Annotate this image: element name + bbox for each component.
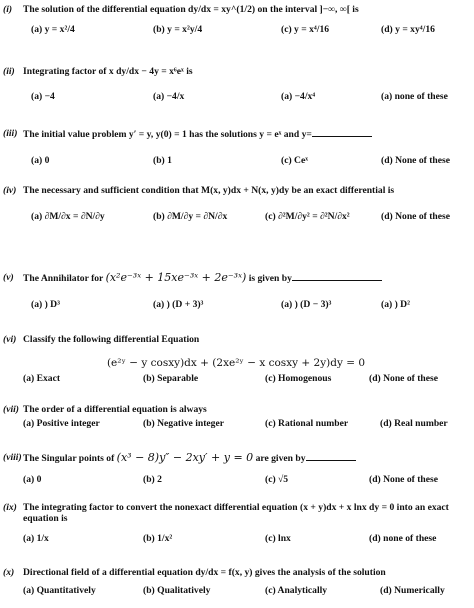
option-b: (a) ) (D + 3)³ bbox=[153, 298, 204, 310]
option-d: (d) None of these bbox=[381, 211, 451, 223]
question-number: (v) bbox=[3, 272, 14, 283]
question-3 bbox=[3, 128, 469, 167]
annihilator-expression: (x²e⁻³ˣ + 15xe⁻³ˣ + 2e⁻³ˣ) bbox=[105, 271, 247, 284]
option-b: (b) Qualitatively bbox=[143, 585, 211, 597]
question-text: The necessary and sufficient condition that M(x, y)dx + N(x, y)dy be an exact differential is bbox=[23, 185, 395, 196]
option-b: (b) 2 bbox=[143, 473, 162, 485]
question-number: (i) bbox=[3, 4, 13, 15]
option-b: (b) Negative integer bbox=[143, 418, 224, 430]
option-c: (c) √5 bbox=[265, 473, 289, 485]
question-4 bbox=[3, 185, 469, 223]
question-number: (viii) bbox=[3, 452, 22, 463]
question-number: (vii) bbox=[3, 404, 19, 415]
option-c: (c) ∂²M/∂y² = ∂²N/∂x² bbox=[265, 211, 350, 223]
option-b: (b) y = x²y/4 bbox=[153, 24, 203, 36]
option-b: (a) −4/x bbox=[153, 91, 185, 103]
option-d: (a) none of these bbox=[381, 91, 448, 103]
option-d: (d) Real number bbox=[380, 418, 448, 430]
option-b: (b) Separable bbox=[143, 373, 199, 385]
option-a: (a) ∂M/∂x = ∂N/∂y bbox=[31, 211, 105, 223]
option-a: (a) ) D³ bbox=[31, 298, 60, 310]
question-5 bbox=[3, 272, 469, 311]
singular-points-equation: (x³ − 8)y″ − 2xy′ + y = 0 bbox=[116, 451, 254, 464]
option-c: (c) Analytically bbox=[265, 585, 328, 597]
option-a: (a) Positive integer bbox=[23, 418, 100, 430]
answer-blank bbox=[306, 452, 356, 461]
question-1 bbox=[3, 4, 469, 36]
question-9 bbox=[3, 502, 469, 545]
question-text: The solution of the differential equation dy/dx = xy^(1/2) on the interval ]−∞, ∞[ is bbox=[23, 4, 359, 15]
question-text-after: are given by bbox=[255, 453, 306, 464]
question-7 bbox=[3, 404, 469, 430]
option-a: (a) y = x²/4 bbox=[31, 24, 75, 36]
question-text: The integrating factor to convert the nonexact differential equation (x + y)dx + x lnx dy = 0 into an exact equation is bbox=[23, 502, 449, 525]
answer-blank bbox=[312, 128, 372, 137]
option-d: (d) None of these bbox=[369, 373, 439, 385]
question-text: Classify the following differential Equation bbox=[23, 334, 200, 345]
option-d: (d) None of these bbox=[369, 473, 439, 485]
option-a: (a) Quantitatively bbox=[23, 585, 96, 597]
question-number: (ix) bbox=[3, 502, 17, 513]
question-text: The initial value problem y′ = y, y(0) = 1 has the solutions y = eˣ and y= bbox=[23, 129, 312, 140]
option-d: (d) none of these bbox=[369, 533, 437, 545]
option-b: (b) 1/x² bbox=[143, 533, 173, 545]
question-text-before: The Singular points of bbox=[23, 453, 115, 464]
option-c: (c) Homogenous bbox=[265, 373, 332, 385]
question-text-after: is given by bbox=[248, 273, 292, 284]
option-c: (c) Ceˣ bbox=[281, 155, 308, 167]
question-text-before: The Annihilator for bbox=[23, 273, 104, 284]
option-c: (a) ) (D − 3)³ bbox=[281, 298, 332, 310]
option-d: (a) ) D² bbox=[381, 298, 410, 310]
option-a: (a) 0 bbox=[23, 473, 42, 485]
option-a: (a) 0 bbox=[31, 155, 50, 167]
option-d: (d) y = xy⁴/16 bbox=[381, 24, 435, 36]
option-d: (d) None of these bbox=[381, 155, 451, 167]
question-text: Directional field of a differential equation dy/dx = f(x, y) gives the analysis of the solution bbox=[23, 567, 386, 578]
option-c: (a) −4/x⁴ bbox=[281, 91, 316, 103]
option-c: (c) lnx bbox=[265, 533, 291, 545]
option-a: (a) −4 bbox=[31, 91, 55, 103]
option-d: (d) Numerically bbox=[380, 585, 445, 597]
question-6 bbox=[3, 334, 469, 385]
question-text: Integrating factor of x dy/dx − 4y = x⁶eˣ is bbox=[23, 66, 193, 77]
option-b: (b) ∂M/∂y = ∂N/∂x bbox=[153, 211, 228, 223]
question-8 bbox=[3, 452, 469, 486]
answer-blank bbox=[292, 272, 382, 281]
option-b: (b) 1 bbox=[153, 155, 172, 167]
question-number: (iii) bbox=[3, 128, 18, 139]
classify-equation: (e²ʸ − y cosxy)dx + (2xe²ʸ − x cosxy + 2y)dy = 0 bbox=[106, 357, 366, 370]
option-a: (a) Exact bbox=[23, 373, 61, 385]
question-10 bbox=[3, 567, 469, 597]
question-text: The order of a differential equation is always bbox=[23, 404, 207, 415]
question-number: (x) bbox=[3, 567, 15, 578]
option-c: (c) y = x⁴/16 bbox=[281, 24, 330, 36]
question-number: (ii) bbox=[3, 66, 15, 77]
question-number: (vi) bbox=[3, 334, 17, 345]
question-2 bbox=[3, 66, 469, 103]
question-number: (iv) bbox=[3, 185, 17, 196]
option-c: (c) Rational number bbox=[265, 418, 349, 430]
option-a: (a) 1/x bbox=[23, 533, 49, 545]
